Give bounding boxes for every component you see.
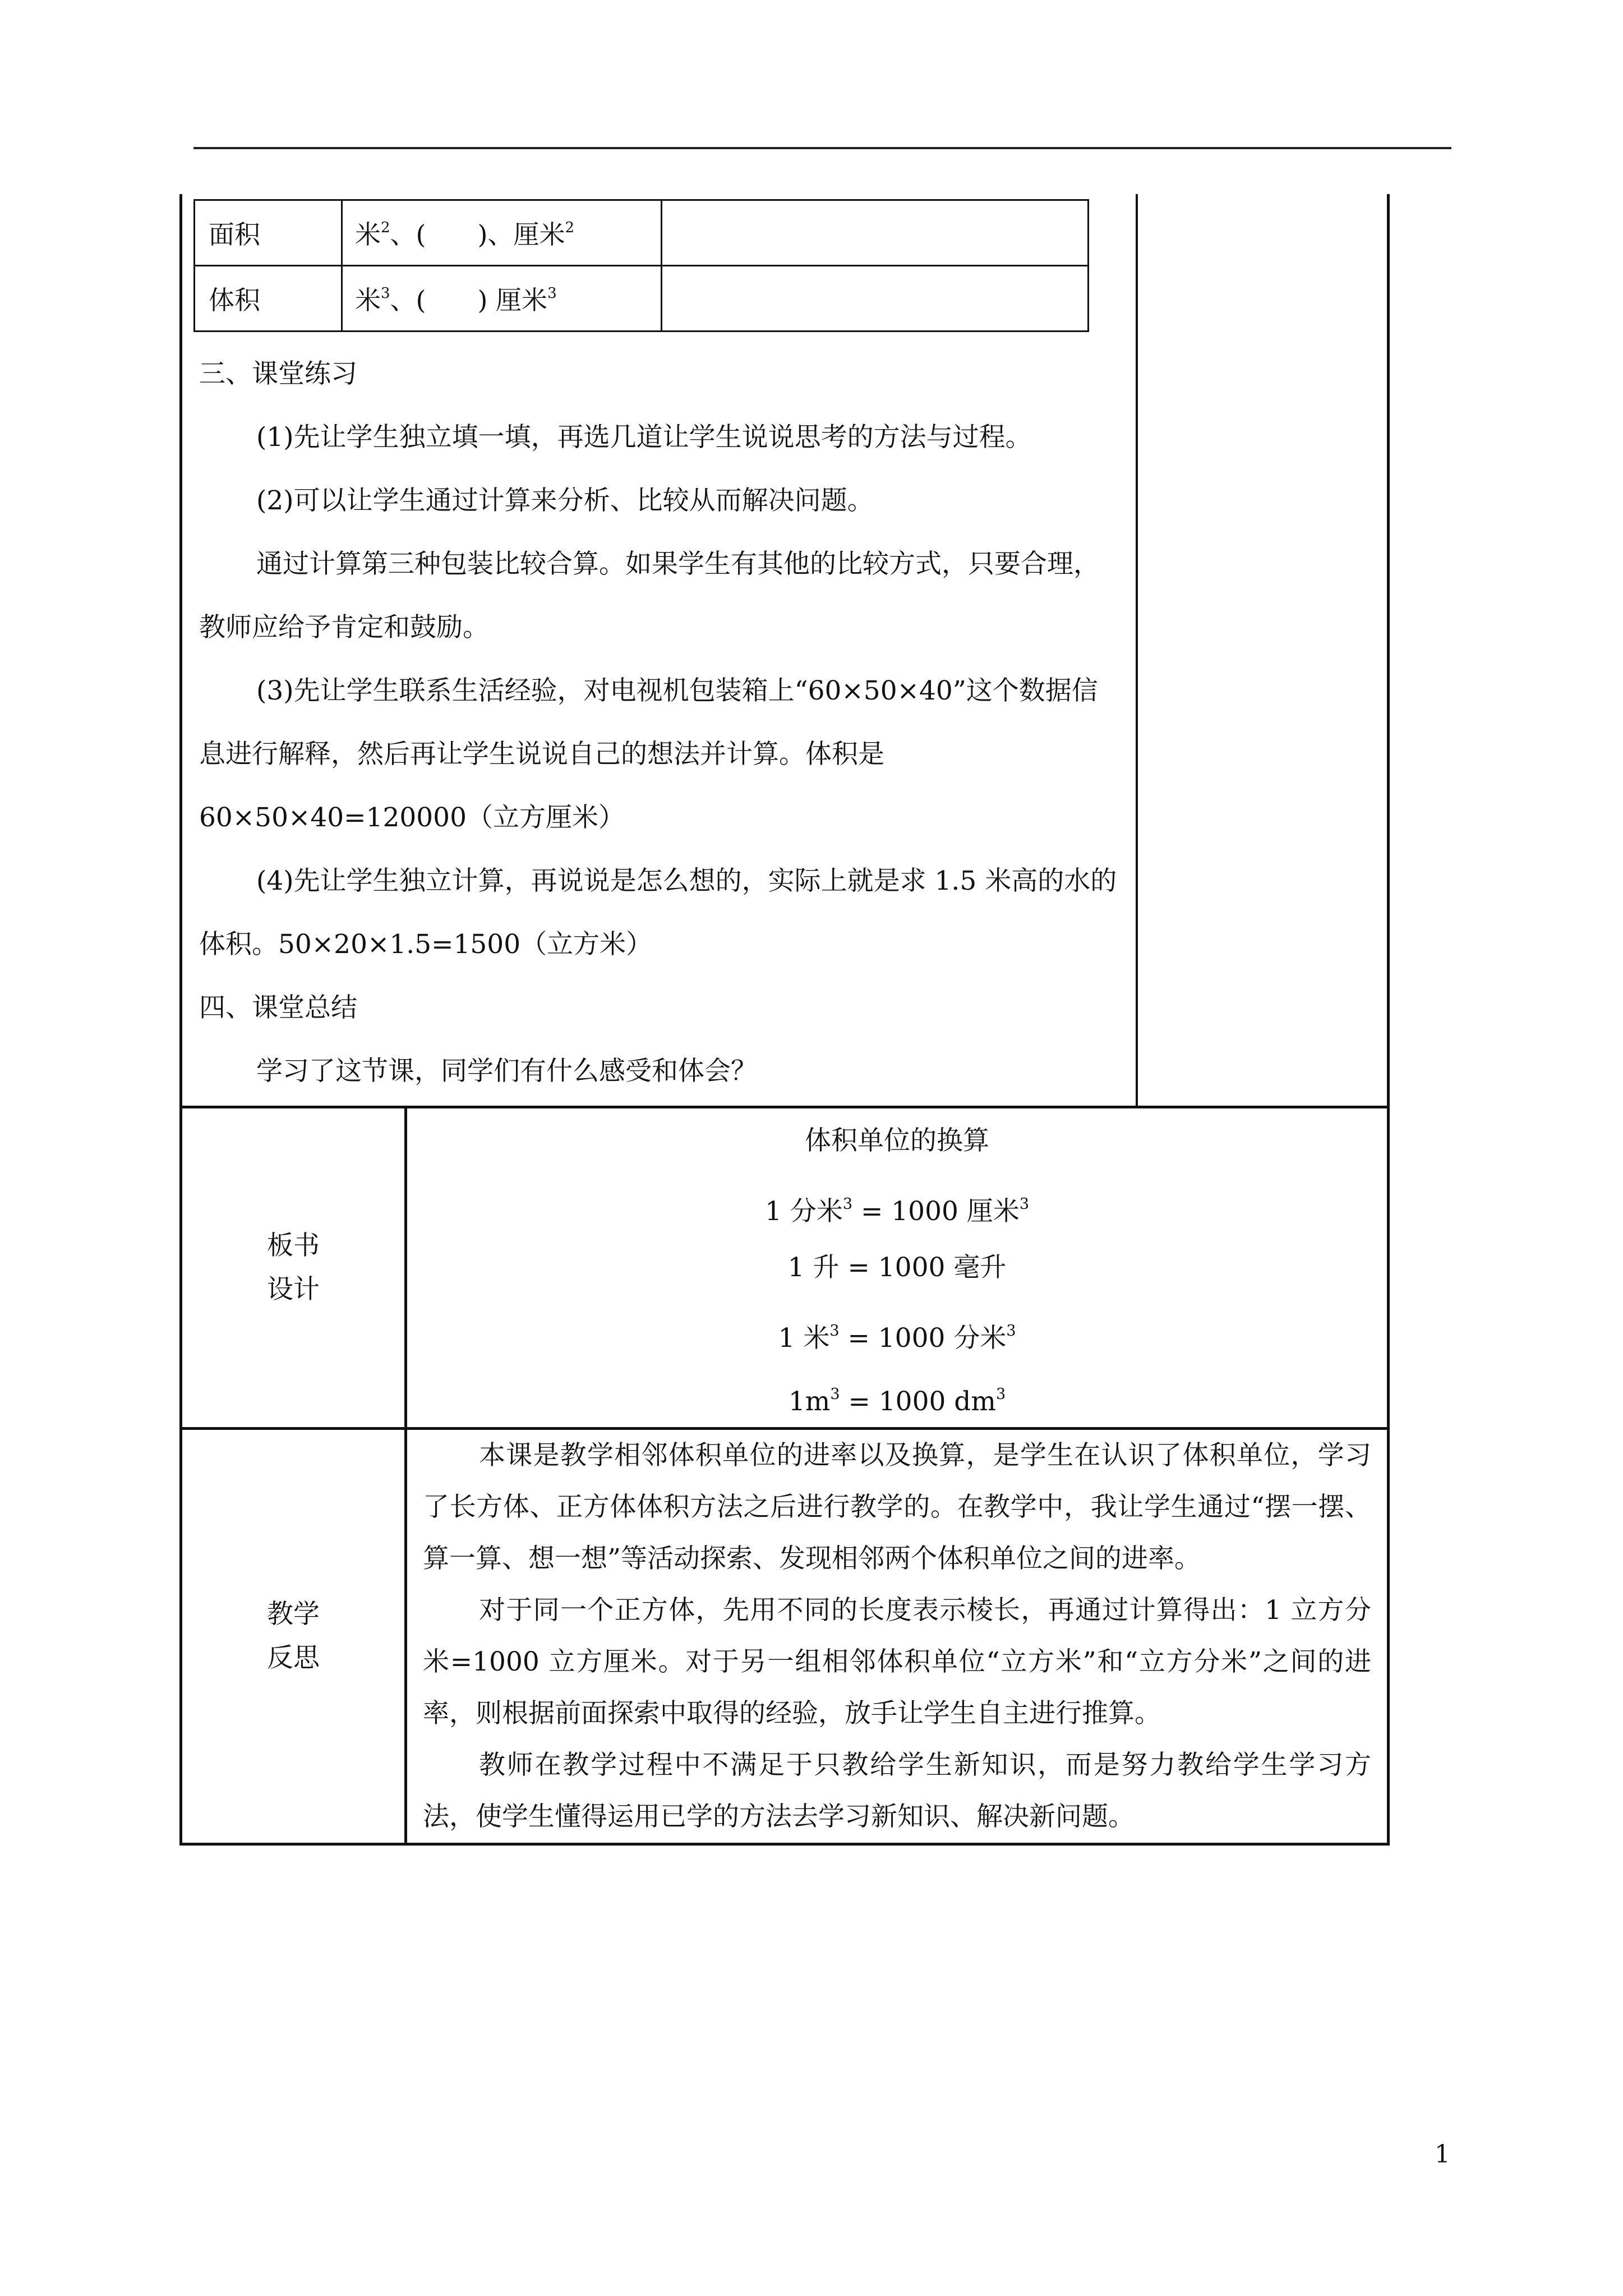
paragraph: 对于同一个正方体，先用不同的长度表示棱长，再通过计算得出：1 立方分米=1000 立方厘米。对于另一组相邻体积单位“立方米”和“立方分米”之间的进率，则根据前面探索中取得的经验，放手让学生自主进行推算。 — [423, 1595, 1371, 1729]
reflection-label: 教学 反思 — [181, 1429, 406, 1844]
unit-table — [193, 199, 1089, 332]
board-line: 1 分米$^3$ = 1000 厘米$^3$ — [764, 1195, 1030, 1227]
paragraph: 本课是教学相邻体积单位的进率以及换算，是学生在认识了体积单位，学习了长方体、正方体体积方法之后进行教学的。在教学中，我让学生通过“摆一摆、算一算、想一想”等活动探索、发现相邻两个体积单位之间的进率。 — [423, 1440, 1371, 1574]
unit-label: 体积 — [195, 266, 342, 332]
unit-value: 米$^3$、( ) 厘米$^3$ — [342, 266, 662, 332]
page-number: 1 — [1435, 2140, 1450, 2169]
board-design — [406, 1107, 1389, 1429]
section-heading: 四、课堂总结 — [199, 992, 357, 1023]
table-row — [181, 1429, 1389, 1844]
board-line: $1m^3 = 1000$ $dm^3$ — [788, 1386, 1006, 1417]
paragraph: (1)先让学生独立填一填，再选几道让学生说说思考的方法与过程。 — [256, 422, 1032, 453]
reflection-text — [406, 1429, 1389, 1844]
table-row — [181, 1107, 1389, 1429]
paragraph: (4)先让学生独立计算，再说说是怎么想的，实际上就是求 1.5 米高的水的体积。50×20×1.5=1500（立方米） — [199, 866, 1117, 960]
paragraph: (2)可以让学生通过计算来分析、比较从而解决问题。 — [256, 485, 874, 516]
unit-value: 米$^2$、( )、厘米$^2$ — [342, 200, 662, 266]
header-rule — [193, 147, 1451, 149]
paragraph: 学习了这节课，同学们有什么感受和体会？ — [256, 1056, 757, 1087]
board-title: 体积单位的换算 — [805, 1125, 989, 1156]
board-label: 板书 设计 — [181, 1107, 406, 1429]
section-heading: 三、课堂练习 — [199, 358, 357, 389]
unit-label: 面积 — [195, 200, 342, 266]
unit-blank — [662, 266, 1089, 332]
table-row — [195, 200, 1089, 266]
board-line: 1 升 = 1000 毫升 — [787, 1252, 1007, 1283]
lesson-content — [199, 342, 1122, 1103]
lesson-table-side-column — [1136, 194, 1138, 1107]
unit-blank — [662, 200, 1089, 266]
paragraph: 教师在教学过程中不满足于只教给学生新知识，而是努力教给学生学习方法，使学生懂得运用已学的方法去学习新知识、解决新问题。 — [423, 1750, 1371, 1832]
paragraph: (3)先让学生联系生活经验，对电视机包装箱上“60×50×40”这个数据信息进行解释，然后再让学生说说自己的想法并计算。体积是 60×50×40=120000（立方厘米） — [199, 675, 1098, 833]
bottom-table — [179, 1106, 1390, 1846]
table-row — [195, 266, 1089, 332]
board-line: 1 米$^3$ = 1000 分米$^3$ — [778, 1322, 1016, 1354]
paragraph: 通过计算第三种包装比较合算。如果学生有其他的比较方式，只要合理，教师应给予肯定和鼓励。 — [199, 549, 1100, 643]
